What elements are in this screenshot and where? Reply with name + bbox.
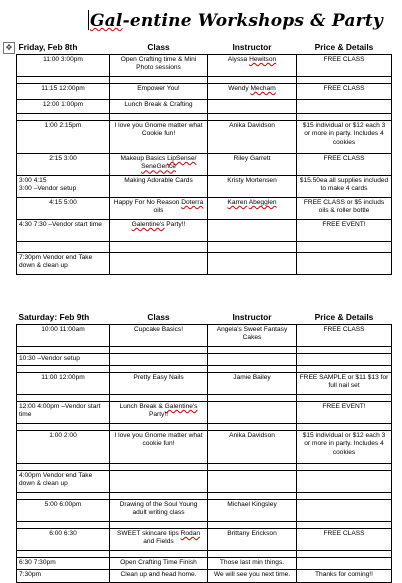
table-cell-time[interactable]: 4:00pm Vendor end Take down & clean up [17, 471, 110, 493]
title-rest: -entine Workshops & Party [122, 11, 383, 31]
table-cell-instructor[interactable]: Alyssa Hewitson [208, 55, 297, 77]
table-row [17, 198, 392, 220]
table-cell-price[interactable]: Thanks for coming!! [297, 570, 392, 583]
table-cell-instructor[interactable] [208, 493, 297, 500]
table-row [17, 347, 392, 354]
table-cell-time[interactable] [17, 464, 110, 471]
saturday-header-price: Price & Details [314, 312, 374, 322]
table-cell-class[interactable] [110, 366, 208, 373]
table-cell-time[interactable]: 11:15 12:00pm [17, 84, 110, 100]
table-cell-time[interactable]: 12:00 4:00pm –Vendor start time [17, 402, 110, 424]
table-cell-time[interactable]: 7:30pm Vendor end Take down & clean up [17, 253, 110, 275]
table-cell-time[interactable]: 10:30 –Vendor setup [17, 354, 110, 366]
table-cell-price[interactable] [297, 395, 392, 402]
table-cell-time[interactable]: 4:30 7:30 –Vendor start time [17, 220, 110, 242]
table-cell-class[interactable] [110, 493, 208, 500]
table-cell-price[interactable]: $15.50ea all supplies included to make 4 cards [297, 176, 392, 198]
table-cell-price[interactable] [297, 424, 392, 431]
table-cell-price[interactable]: FREE EVENT! [297, 220, 392, 242]
table-cell-instructor[interactable]: Riley Garrett [208, 154, 297, 176]
table-cell-price[interactable] [297, 253, 392, 275]
table-cell-time[interactable]: 12:00 1:00pm [17, 100, 110, 114]
spellcheck-word: Abegglen [248, 199, 277, 206]
table-row [17, 395, 392, 402]
friday-schedule-table [16, 41, 392, 275]
table-cell-class[interactable] [110, 77, 208, 84]
table-row [17, 551, 392, 558]
spellcheck-word: Rodan [180, 530, 201, 537]
table-cell-instructor[interactable] [208, 395, 297, 402]
table-cell-instructor[interactable] [208, 253, 297, 275]
table-row [17, 176, 392, 198]
table-cell-price[interactable]: FREE EVENT! [297, 402, 392, 424]
table-row [17, 471, 392, 493]
table-cell-class[interactable]: Lunch Break & Crafting [110, 100, 208, 114]
table-cell-class[interactable]: Open Crafting time & Mini Photo sessions [110, 55, 208, 77]
table-cell-time[interactable]: 11:00 12:00pm [17, 373, 110, 395]
table-cell-time[interactable] [17, 395, 110, 402]
table-row [17, 500, 392, 522]
spellcheck-word: Karren [227, 199, 248, 206]
table-row [17, 522, 392, 529]
table-cell-price[interactable] [297, 522, 392, 529]
table-cell-price[interactable] [297, 551, 392, 558]
table-cell-time[interactable] [17, 114, 110, 121]
table-row [17, 220, 392, 242]
table-cell-price[interactable]: FREE CLASS [297, 529, 392, 551]
friday-header-instructor: Instructor [232, 42, 272, 52]
table-cell-instructor[interactable]: Wendy Mecham [208, 84, 297, 100]
table-cell-instructor[interactable] [208, 464, 297, 471]
document-title [88, 10, 383, 31]
table-cell-class[interactable] [110, 464, 208, 471]
table-cell-instructor[interactable] [208, 402, 297, 424]
table-row [17, 366, 392, 373]
table-cell-instructor[interactable]: Anika Davidson [208, 121, 297, 154]
table-cell-time[interactable]: 3:00 4:15 3:00 –Vendor setup [17, 176, 110, 198]
table-cell-class[interactable]: Clean up and head home. [110, 570, 208, 583]
table-cell-price[interactable] [297, 114, 392, 121]
table-cell-class[interactable]: Open Crafting Time Finish [110, 558, 208, 570]
table-row [17, 325, 392, 347]
table-row [17, 424, 392, 431]
table-cell-time[interactable] [17, 366, 110, 373]
table-cell-instructor[interactable]: Anika Davidson [208, 431, 297, 464]
table-row [17, 55, 392, 77]
text-cursor [88, 10, 89, 30]
table-cell-time[interactable]: 1:00 2:00 [17, 431, 110, 464]
table-cell-price[interactable]: $15 individual or $12 each 3 or more in party. Includes 4 cookies [297, 431, 392, 464]
table-row [17, 121, 392, 154]
table-cell-time[interactable]: 4:15 5:00 [17, 198, 110, 220]
table-row [17, 493, 392, 500]
table-cell-time[interactable] [17, 77, 110, 84]
table-cell-class[interactable]: I love you Gnome matter what cookie fun! [110, 431, 208, 464]
table-row [17, 253, 392, 275]
table-cell-instructor[interactable]: Brittany Erickson [208, 529, 297, 551]
spellcheck-word: Galentine's [131, 221, 165, 228]
table-cell-time[interactable]: 6:30 7:30pm [17, 558, 110, 570]
table-cell-price[interactable] [297, 366, 392, 373]
table-cell-time[interactable] [17, 493, 110, 500]
spellcheck-word: Mecham [250, 85, 276, 92]
table-cell-time[interactable] [17, 242, 110, 253]
table-cell-price[interactable] [297, 493, 392, 500]
table-cell-instructor[interactable] [208, 220, 297, 242]
table-move-handle-icon[interactable]: ✥ [3, 42, 15, 54]
table-cell-price[interactable] [297, 77, 392, 84]
table-cell-instructor[interactable] [208, 424, 297, 431]
table-cell-class[interactable]: Makeup Basics LipSense/ SeneGence [110, 154, 208, 176]
friday-header-time: Friday, Feb 8th [18, 42, 78, 52]
spellcheck-word: LipSense/ [167, 155, 197, 162]
table-cell-instructor[interactable] [208, 471, 297, 493]
spellcheck-word: Doterra [181, 199, 204, 206]
table-cell-instructor[interactable] [208, 114, 297, 121]
table-cell-price[interactable]: $15 individual or $12 each 3 or more in party. Includes 4 cookies [297, 121, 392, 154]
table-row [17, 464, 392, 471]
table-row [17, 242, 392, 253]
table-row [17, 529, 392, 551]
table-cell-price[interactable]: FREE SAMPLE or $11 $13 for full nail set [297, 373, 392, 395]
table-cell-instructor[interactable]: Those last min things. [208, 558, 297, 570]
table-cell-instructor[interactable]: Jamie Bailey [208, 373, 297, 395]
table-cell-instructor[interactable]: Michael Kingsley [208, 500, 297, 522]
table-cell-class[interactable]: Drawing of the Soul Young adult writing class [110, 500, 208, 522]
table-cell-class[interactable] [110, 242, 208, 253]
table-cell-class[interactable]: Empower You! [110, 84, 208, 100]
saturday-header-instructor: Instructor [232, 312, 272, 322]
table-cell-class[interactable] [110, 395, 208, 402]
table-row [17, 354, 392, 366]
friday-header-class: Class [147, 42, 170, 52]
table-cell-time[interactable]: 10:00 11:00am [17, 325, 110, 347]
table-row [17, 100, 392, 114]
table-row [17, 431, 392, 464]
table-row [17, 114, 392, 121]
table-cell-class[interactable] [110, 424, 208, 431]
table-cell-time[interactable]: 7:30pm [17, 570, 110, 583]
saturday-header-class: Class [147, 312, 170, 322]
table-cell-instructor[interactable] [208, 551, 297, 558]
table-row [17, 373, 392, 395]
spellcheck-word: SeneGence [141, 163, 176, 171]
table-cell-price[interactable] [297, 354, 392, 366]
saturday-header-time: Saturday: Feb 9th [18, 312, 90, 322]
table-cell-class[interactable] [110, 114, 208, 121]
table-cell-time[interactable] [17, 424, 110, 431]
table-cell-class[interactable]: Cupcake Basics! [110, 325, 208, 347]
table-cell-instructor[interactable] [208, 242, 297, 253]
table-row [17, 570, 392, 583]
table-cell-instructor[interactable] [208, 366, 297, 373]
table-cell-price[interactable]: FREE CLASS [297, 84, 392, 100]
table-cell-class[interactable] [110, 551, 208, 558]
table-cell-instructor[interactable]: Kristy Mortensen [208, 176, 297, 198]
table-cell-class[interactable] [110, 522, 208, 529]
friday-header-price: Price & Details [314, 42, 374, 52]
table-cell-price[interactable] [297, 464, 392, 471]
table-cell-instructor[interactable] [208, 522, 297, 529]
table-cell-price[interactable]: FREE CLASS [297, 154, 392, 176]
table-cell-price[interactable] [297, 100, 392, 114]
table-cell-time[interactable]: 11:00 3:00pm [17, 55, 110, 77]
table-cell-time[interactable]: 2:15 3:00 [17, 154, 110, 176]
table-cell-class[interactable]: I love you Gnome matter what Cookie fun! [110, 121, 208, 154]
table-cell-class[interactable] [110, 471, 208, 493]
table-cell-price[interactable]: FREE CLASS [297, 325, 392, 347]
table-cell-instructor[interactable] [208, 347, 297, 354]
table-cell-class[interactable] [110, 347, 208, 354]
table-cell-price[interactable] [297, 242, 392, 253]
table-cell-price[interactable] [297, 558, 392, 570]
table-cell-price[interactable] [297, 500, 392, 522]
table-row [17, 154, 392, 176]
table-cell-price[interactable] [297, 471, 392, 493]
table-cell-time[interactable]: 1:00 2:15pm [17, 121, 110, 154]
table-cell-time[interactable]: 6:00 6:30 [17, 529, 110, 551]
saturday-header-row [17, 311, 392, 325]
table-cell-class[interactable]: Lunch Break & Galentine's Party!! [110, 402, 208, 424]
table-cell-time[interactable] [17, 522, 110, 529]
table-cell-class[interactable]: Galentine's Party!! [110, 220, 208, 242]
table-cell-instructor[interactable]: We will see you next time. [208, 570, 297, 583]
table-cell-price[interactable] [297, 347, 392, 354]
table-cell-class[interactable]: Pretty Easy Nails [110, 373, 208, 395]
table-cell-class[interactable]: Happy For No Reason Doterra oils [110, 198, 208, 220]
table-cell-instructor[interactable] [208, 77, 297, 84]
table-cell-time[interactable] [17, 551, 110, 558]
table-row [17, 84, 392, 100]
table-cell-time[interactable]: 5:00 6:00pm [17, 500, 110, 522]
table-cell-class[interactable] [110, 253, 208, 275]
table-cell-price[interactable]: FREE CLASS or $5 includs oils & roller bottle [297, 198, 392, 220]
saturday-schedule-table [16, 311, 392, 583]
table-cell-instructor[interactable] [208, 198, 297, 220]
table-row [17, 402, 392, 424]
title-gal: Gal [90, 11, 123, 31]
table-cell-instructor[interactable]: Angela's Sweet Fantasy Cakes [208, 325, 297, 347]
table-cell-price[interactable]: FREE CLASS [297, 55, 392, 77]
spellcheck-word: Galentine's [164, 403, 198, 410]
table-cell-time[interactable] [17, 347, 110, 354]
table-row [17, 558, 392, 570]
spellcheck-word: Hewitson [249, 56, 277, 63]
table-cell-class[interactable]: SWEET skincare tips Rodan and Fields [110, 529, 208, 551]
table-row [17, 77, 392, 84]
friday-header-row [17, 41, 392, 55]
table-cell-class[interactable] [110, 354, 208, 366]
table-cell-class[interactable]: Making Adorable Cards [110, 176, 208, 198]
table-cell-instructor[interactable] [208, 100, 297, 114]
table-cell-instructor[interactable] [208, 354, 297, 366]
